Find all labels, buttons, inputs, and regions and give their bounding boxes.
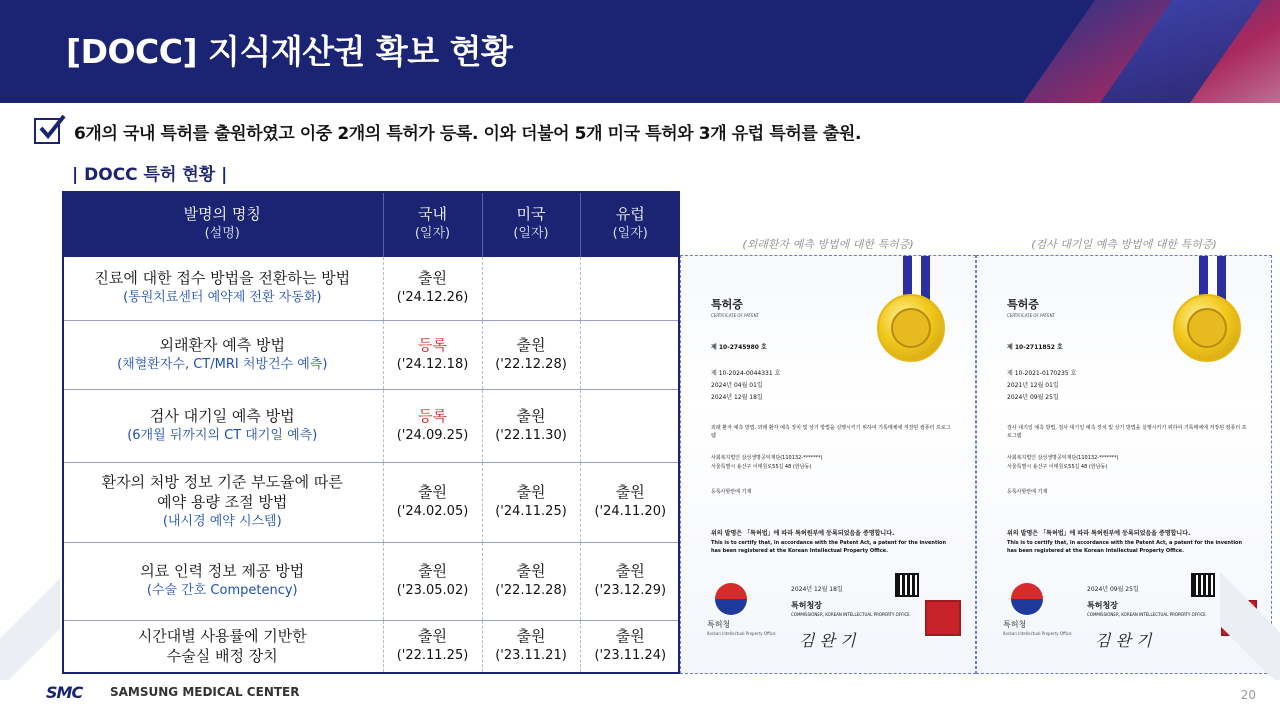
us-status: 출원 bbox=[516, 483, 546, 501]
eu-cell bbox=[580, 542, 680, 620]
col-header-label: 발명의 명칭 bbox=[183, 205, 261, 223]
table-row bbox=[62, 462, 680, 542]
signature: 김 완 기 bbox=[799, 631, 856, 650]
registration-date: 2024년 09월 25일 bbox=[1007, 394, 1059, 401]
kr-date: ('24.09.25) bbox=[396, 427, 469, 443]
kr-cell bbox=[383, 620, 482, 672]
eu-status: 출원 bbox=[615, 627, 645, 646]
table-row bbox=[62, 320, 680, 389]
patent-owner: 사회복지법인 삼성생명공익재단(110132-*******) bbox=[711, 455, 823, 461]
eu-date: ('23.11.24) bbox=[594, 648, 667, 664]
certificate-subtitle: CERTIFICATE OF PATENT bbox=[711, 313, 760, 318]
office-name-en: Korean Intellectual Property Office bbox=[1003, 631, 1072, 636]
application-number: 제 10-2024-0044331 호 bbox=[711, 370, 781, 377]
eu-status: 출원 bbox=[615, 483, 645, 501]
filing-date: 2021년 12월 01일 bbox=[1007, 382, 1059, 389]
eu-date: ('23.12.29) bbox=[594, 583, 667, 598]
smc-logo: SMC bbox=[46, 683, 83, 702]
owner-address: 서울특별시 용산구 이태원로55길 48 (한남동) bbox=[1007, 464, 1108, 470]
corner-decoration bbox=[0, 570, 60, 680]
inventor: 등록사항란에 기재 bbox=[711, 489, 752, 495]
certificate-statement: 위의 발명은 「특허법」에 따라 특허원부에 등록되었음을 증명합니다. bbox=[711, 530, 895, 537]
corner-decoration bbox=[1220, 560, 1280, 680]
kr-date: ('24.12.26) bbox=[396, 290, 469, 306]
invention-name: 의료 인력 정보 제공 방법 bbox=[140, 562, 305, 580]
certificate-title: 특허증 bbox=[1007, 298, 1039, 311]
us-cell bbox=[482, 320, 580, 389]
sign-date: 2024년 09월 25일 bbox=[1087, 586, 1139, 593]
kr-status: 출원 bbox=[418, 269, 447, 288]
eu-cell bbox=[580, 620, 680, 672]
qr-code-icon bbox=[895, 573, 919, 597]
kr-cell bbox=[383, 542, 482, 620]
owner-address: 서울특별시 용산구 이태원로55길 48 (한남동) bbox=[711, 464, 812, 470]
col-header-europe bbox=[580, 191, 680, 257]
gold-seal-icon bbox=[877, 294, 945, 362]
invention-name: 검사 대기일 예측 방법 bbox=[149, 406, 295, 425]
us-cell bbox=[482, 389, 580, 462]
invention-name-line2: 수술실 배정 장치 bbox=[166, 647, 278, 666]
summary-line bbox=[34, 116, 861, 146]
invention-desc: (채혈환자수, CT/MRI 처방건수 예측) bbox=[117, 356, 328, 372]
taeguk-logo-icon bbox=[1011, 583, 1043, 615]
qr-code-icon bbox=[1191, 573, 1215, 597]
application-number: 제 10-2021-0170235 호 bbox=[1007, 370, 1077, 377]
section-label: | DOCC 특허 현황 | bbox=[72, 165, 228, 185]
checkbox-icon bbox=[34, 118, 60, 144]
certificate-statement-en: This is to certify that, in accordance with the Patent Act, a patent for the invention bbox=[1007, 540, 1243, 546]
kr-cell bbox=[383, 320, 482, 389]
us-date: ('22.12.28) bbox=[495, 583, 567, 598]
certificate-statement-en-2: has been registered at the Korean Intellectual Property Office. bbox=[1007, 548, 1184, 554]
certificate-caption: (검사 대기일 예측 방법에 대한 특허증) bbox=[1031, 238, 1217, 251]
certificate-statement-en-2: has been registered at the Korean Intellectual Property Office. bbox=[711, 548, 888, 554]
invention-cell bbox=[62, 542, 383, 620]
invention-cell bbox=[62, 320, 383, 389]
kr-date: ('23.05.02) bbox=[396, 583, 469, 598]
inventor: 등록사항란에 기재 bbox=[1007, 489, 1048, 495]
certificate-statement: 위의 발명은 「특허법」에 따라 특허원부에 등록되었음을 증명합니다. bbox=[1007, 530, 1191, 537]
kr-cell bbox=[383, 389, 482, 462]
gold-seal-inner bbox=[891, 308, 931, 348]
col-header-korea bbox=[383, 191, 482, 257]
commissioner-title: 특허청장 bbox=[791, 601, 822, 610]
table-header-row bbox=[62, 191, 680, 257]
certificate-title: 특허증 bbox=[711, 298, 743, 311]
kr-status: 출원 bbox=[418, 483, 447, 501]
col-header-invention bbox=[62, 191, 383, 257]
kr-cell bbox=[383, 462, 482, 542]
eu-cell bbox=[580, 257, 680, 320]
sign-date: 2024년 12월 18일 bbox=[791, 586, 843, 593]
invention-name: 외래환자 예측 방법 bbox=[159, 335, 285, 354]
office-name: 특허청 bbox=[707, 620, 731, 629]
invention-cell bbox=[62, 257, 383, 320]
invention-desc: (통원치료센터 예약제 전환 자동화) bbox=[123, 290, 322, 306]
invention-cell bbox=[62, 462, 383, 542]
patent-owner: 사회복지법인 삼성생명공익재단(110132-*******) bbox=[1007, 455, 1119, 461]
us-date: ('22.11.30) bbox=[495, 427, 567, 443]
certificate-caption: (외래환자 예측 방법에 대한 특허증) bbox=[742, 238, 914, 251]
us-date: ('22.12.28) bbox=[495, 356, 567, 372]
invention-name-line2: 예약 용량 조절 방법 bbox=[157, 493, 288, 511]
eu-cell bbox=[580, 389, 680, 462]
col-header-sub: (설명) bbox=[204, 226, 240, 241]
patent-certificate bbox=[680, 255, 976, 674]
footer bbox=[0, 678, 1280, 720]
invention-name: 환자의 처방 정보 기준 부도율에 따른 bbox=[101, 473, 343, 491]
table-row bbox=[62, 542, 680, 620]
table-row bbox=[62, 389, 680, 462]
eu-date: ('24.11.20) bbox=[594, 504, 667, 519]
us-status: 출원 bbox=[516, 627, 546, 646]
invention-desc: (6개월 뒤까지의 CT 대기일 예측) bbox=[127, 427, 318, 443]
col-header-usa bbox=[482, 191, 580, 257]
commissioner-en: COMMISSIONER, KOREAN INTELLECTUAL PROPERTY OFFICE bbox=[1087, 612, 1206, 617]
kr-status: 등록 bbox=[418, 335, 447, 354]
us-status: 출원 bbox=[516, 335, 546, 354]
us-date: ('23.11.21) bbox=[495, 648, 567, 664]
signature: 김 완 기 bbox=[1095, 631, 1152, 650]
kr-date: ('24.12.18) bbox=[396, 356, 469, 372]
table-row bbox=[62, 620, 680, 672]
us-date: ('24.11.25) bbox=[495, 504, 567, 519]
gold-seal-inner bbox=[1187, 308, 1227, 348]
patent-number: 제 10-2745980 호 bbox=[711, 344, 767, 351]
commissioner-title: 특허청장 bbox=[1087, 601, 1118, 610]
invention-desc: (수술 간호 Competency) bbox=[146, 583, 298, 598]
col-header-sub: (일자) bbox=[612, 226, 648, 241]
eu-cell bbox=[580, 320, 680, 389]
header-banner bbox=[0, 0, 1280, 103]
taeguk-logo-icon bbox=[715, 583, 747, 615]
page-number: 20 bbox=[1240, 688, 1256, 702]
us-cell bbox=[482, 257, 580, 320]
certificate-subtitle: CERTIFICATE OF PATENT bbox=[1007, 313, 1056, 318]
invention-name: 진료에 대한 접수 방법을 전환하는 방법 bbox=[94, 269, 351, 288]
us-status: 출원 bbox=[516, 562, 546, 580]
col-header-sub: (일자) bbox=[513, 226, 549, 241]
red-stamp-icon bbox=[925, 600, 961, 636]
col-header-sub: (일자) bbox=[414, 226, 451, 241]
us-cell bbox=[482, 542, 580, 620]
office-name-en: Korean Intellectual Property Office bbox=[707, 631, 776, 636]
office-name: 특허청 bbox=[1003, 620, 1027, 629]
filing-date: 2024년 04월 01일 bbox=[711, 382, 763, 389]
eu-status: 출원 bbox=[615, 562, 645, 580]
col-header-label: 국내 bbox=[418, 205, 447, 223]
kr-date: ('22.11.25) bbox=[396, 648, 469, 664]
page-title: [DOCC] 지식재산권 확보 현황 bbox=[66, 32, 513, 71]
kr-status: 출원 bbox=[418, 627, 447, 646]
us-cell bbox=[482, 462, 580, 542]
certificate-statement-en: This is to certify that, in accordance with the Patent Act, a patent for the invention bbox=[711, 540, 947, 546]
invention-name: 시간대별 사용률에 기반한 bbox=[137, 627, 307, 646]
patent-number: 제 10-2711852 호 bbox=[1007, 344, 1063, 351]
us-status: 출원 bbox=[516, 406, 546, 425]
patent-table bbox=[62, 191, 680, 672]
gold-seal-icon bbox=[1173, 294, 1241, 362]
eu-cell bbox=[580, 462, 680, 542]
table-row bbox=[62, 257, 680, 320]
invention-desc: (내시경 예약 시스템) bbox=[162, 514, 282, 529]
invention-cell bbox=[62, 620, 383, 672]
col-header-label: 미국 bbox=[516, 205, 546, 223]
commissioner-en: COMMISSIONER, KOREAN INTELLECTUAL PROPERTY OFFICE bbox=[791, 612, 910, 617]
kr-cell bbox=[383, 257, 482, 320]
us-cell bbox=[482, 620, 580, 672]
col-header-label: 유럽 bbox=[615, 205, 645, 223]
summary-text: 6개의 국내 특허를 출원하였고 이중 2개의 특허가 등록. 이와 더불어 5개 미국 특허와 3개 유럽 특허를 출원. bbox=[74, 123, 862, 144]
kr-date: ('24.02.05) bbox=[396, 504, 469, 519]
organization-name: SAMSUNG MEDICAL CENTER bbox=[110, 685, 300, 699]
invention-title: 외래 환자 예측 방법, 외래 환자 예측 장치 및 상기 방법을 실행시키기 위하여 기록매체에 저장된 컴퓨터 프로그램 bbox=[711, 425, 951, 439]
kr-status: 등록 bbox=[418, 406, 447, 425]
kr-status: 출원 bbox=[418, 562, 447, 580]
invention-cell bbox=[62, 389, 383, 462]
invention-title: 검사 대기일 예측 방법, 검사 대기일 예측 장치 및 상기 방법을 실행시키기 위하여 기록매체에 저장된 컴퓨터 프로그램 bbox=[1007, 425, 1247, 439]
registration-date: 2024년 12월 18일 bbox=[711, 394, 763, 401]
